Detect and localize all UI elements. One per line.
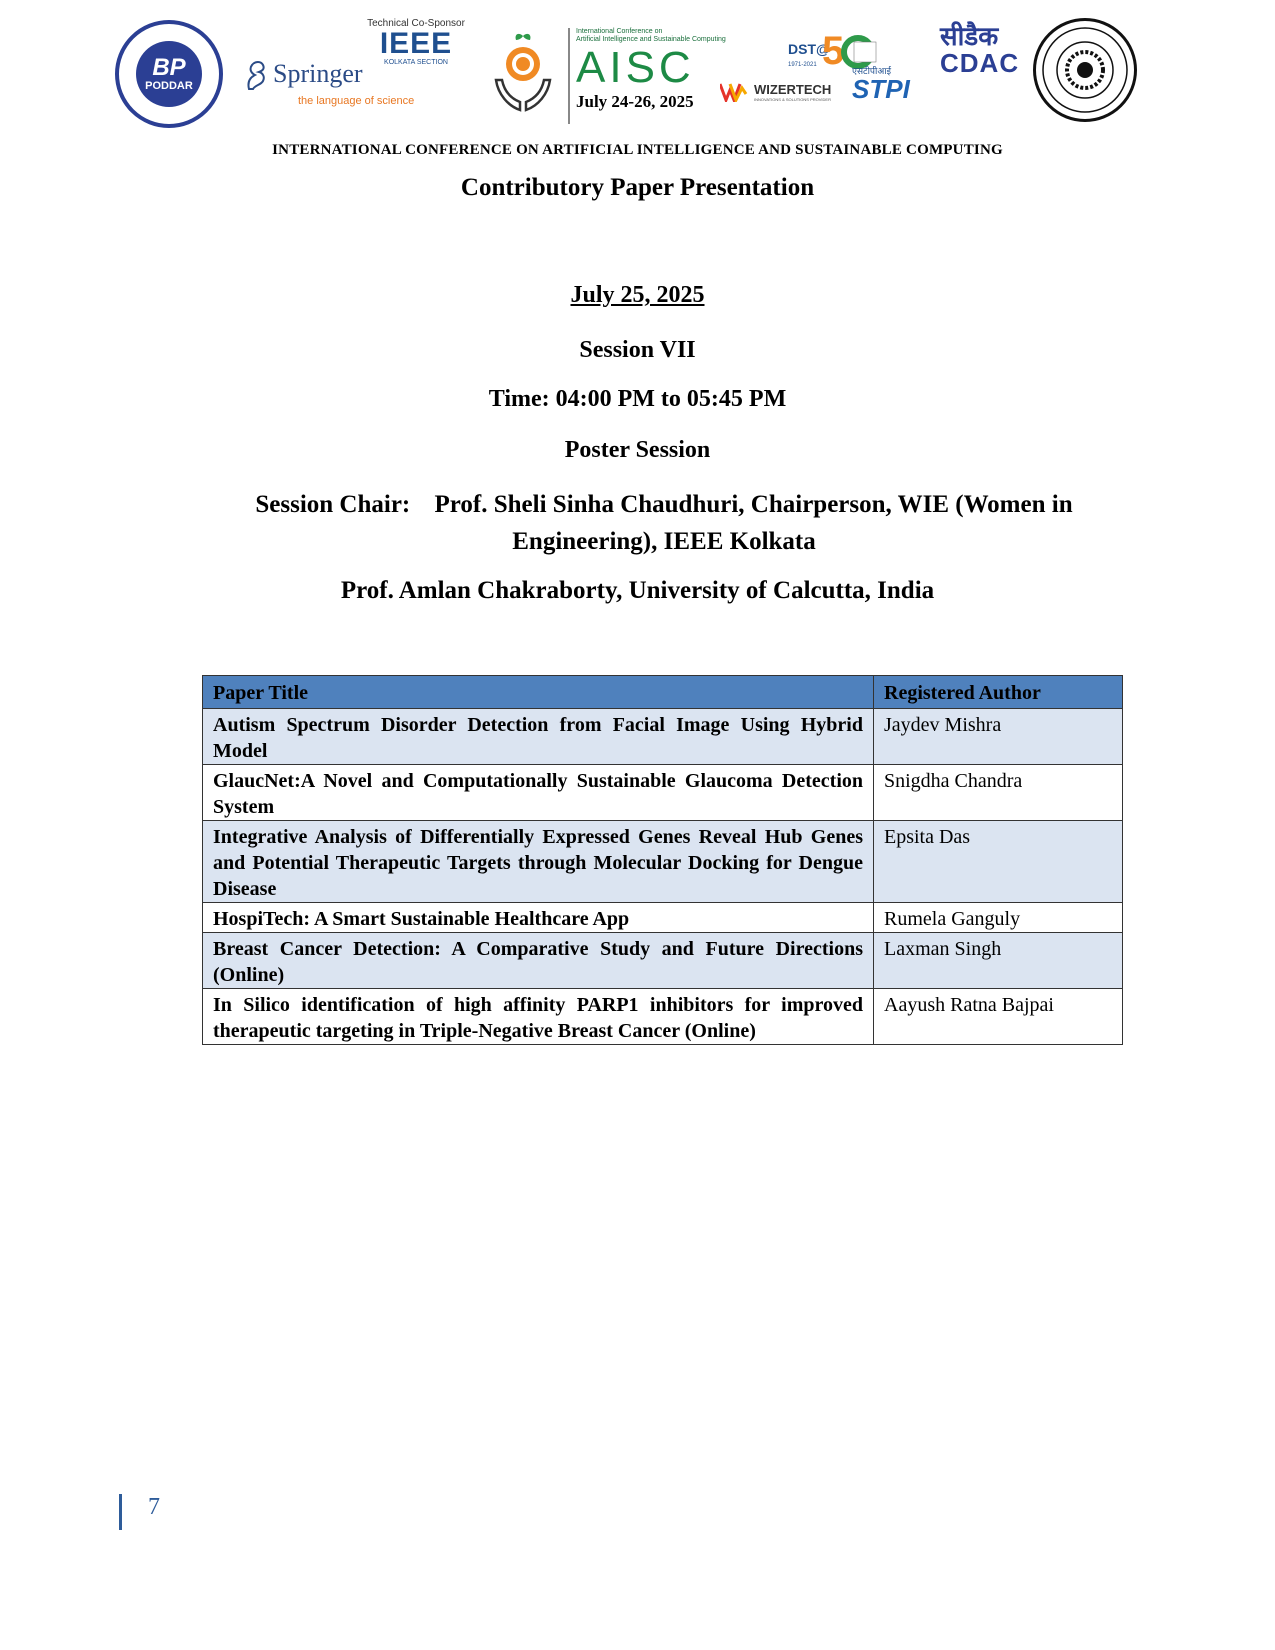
ieee-section: KOLKATA SECTION xyxy=(384,59,448,66)
table-row xyxy=(203,765,1123,821)
session-name: Session VII xyxy=(579,337,696,363)
wizertech-sub: INNOVATIONS & SOLUTIONS PROVIDER xyxy=(754,97,831,102)
stpi-mark: STPI xyxy=(852,74,910,104)
author-cell: Laxman Singh xyxy=(874,933,1123,989)
session-date: July 25, 2025 xyxy=(570,282,705,308)
paper-title-cell: GlaucNet:A Novel and Computationally Sustainable Glaucoma Detection System xyxy=(203,765,874,821)
cdac-hindi: सीडैक xyxy=(940,21,999,51)
papers-table xyxy=(202,675,1123,1045)
logo-strip xyxy=(0,0,1275,140)
svg-text:5: 5 xyxy=(822,29,845,73)
bp-poddar-name: PODDAR xyxy=(145,80,193,92)
stpi-hindi: एसटीपीआई xyxy=(852,66,891,76)
svg-text:1971-2021: 1971-2021 xyxy=(788,62,817,68)
aisc-small-line-2: Artificial Intelligence and Sustainable Computing xyxy=(576,36,726,43)
author-cell: Snigdha Chandra xyxy=(874,765,1123,821)
page-heading: Contributory Paper Presentation xyxy=(460,174,815,201)
paper-title-cell: HospiTech: A Smart Sustainable Healthcare App xyxy=(203,903,874,933)
ieee-mark: IEEE xyxy=(379,27,453,60)
paper-title-cell: Autism Spectrum Disorder Detection from Facial Image Using Hybrid Model xyxy=(203,709,874,765)
wizertech-w-icon xyxy=(720,82,750,102)
bp-poddar-logo xyxy=(115,20,223,128)
calcutta-seal-icon xyxy=(1040,25,1130,115)
author-cell: Epsita Das xyxy=(874,821,1123,903)
cdac-mark: CDAC xyxy=(940,48,1020,78)
stpi-logo xyxy=(852,64,932,114)
column-header-registered-author: Registered Author xyxy=(874,676,1123,709)
wizertech-name: WIZERTECH xyxy=(754,82,832,97)
session-chair-label: Session Chair: xyxy=(255,491,411,518)
wizertech-logo xyxy=(720,80,830,110)
session-chair-1: Prof. Sheli Sinha Chaudhuri, Chairperson, WIE (Women in Engineering), IEEE Kolkata xyxy=(434,491,1073,555)
ieee-logo xyxy=(366,18,466,78)
cdac-logo xyxy=(940,22,1030,82)
table-row xyxy=(203,989,1123,1045)
svg-text:DST@: DST@ xyxy=(788,41,830,57)
conference-name: INTERNATIONAL CONFERENCE ON ARTIFICIAL INTELLIGENCE AND SUSTAINABLE COMPUTING xyxy=(272,142,1003,158)
page-number-bar xyxy=(119,1494,122,1530)
aisc-dates: July 24-26, 2025 xyxy=(576,92,694,111)
author-cell: Rumela Ganguly xyxy=(874,903,1123,933)
springer-name: Springer xyxy=(273,59,363,88)
session-time: Time: 04:00 PM to 05:45 PM xyxy=(488,386,787,412)
paper-title-cell: Integrative Analysis of Differentially Expressed Genes Reveal Hub Genes and Potential Therapeutic Targets through Molecular Docking for Dengue Disease xyxy=(203,821,874,903)
ieee-sponsor-label: Technical Co-Sponsor xyxy=(367,18,465,29)
table-row xyxy=(203,709,1123,765)
session-type: Poster Session xyxy=(564,437,711,463)
springer-tagline: the language of science xyxy=(298,95,415,107)
table-row xyxy=(203,933,1123,989)
paper-title-cell: Breast Cancer Detection: A Comparative Study and Future Directions (Online) xyxy=(203,933,874,989)
springer-horse-icon xyxy=(243,59,269,91)
table-header-row xyxy=(203,676,1123,709)
session-chair-2: Prof. Amlan Chakraborty, University of Calcutta, India xyxy=(340,577,935,604)
aisc-hands-brain-icon xyxy=(492,32,554,114)
bp-poddar-initials: BP xyxy=(152,54,186,81)
author-cell: Jaydev Mishra xyxy=(874,709,1123,765)
page-number: 7 xyxy=(148,1494,160,1520)
column-header-paper-title: Paper Title xyxy=(203,676,874,709)
session-chair xyxy=(192,486,1136,560)
paper-title-cell: In Silico identification of high affinity PARP1 inhibitors for improved therapeutic targeting in Triple-Negative Breast Cancer (Online) xyxy=(203,989,874,1045)
table-row xyxy=(203,903,1123,933)
aisc-small-line-1: International Conference on xyxy=(576,28,663,35)
aisc-mark: AISC xyxy=(576,43,695,92)
university-of-calcutta-seal xyxy=(1033,18,1137,122)
table-row xyxy=(203,821,1123,903)
author-cell: Aayush Ratna Bajpai xyxy=(874,989,1123,1045)
